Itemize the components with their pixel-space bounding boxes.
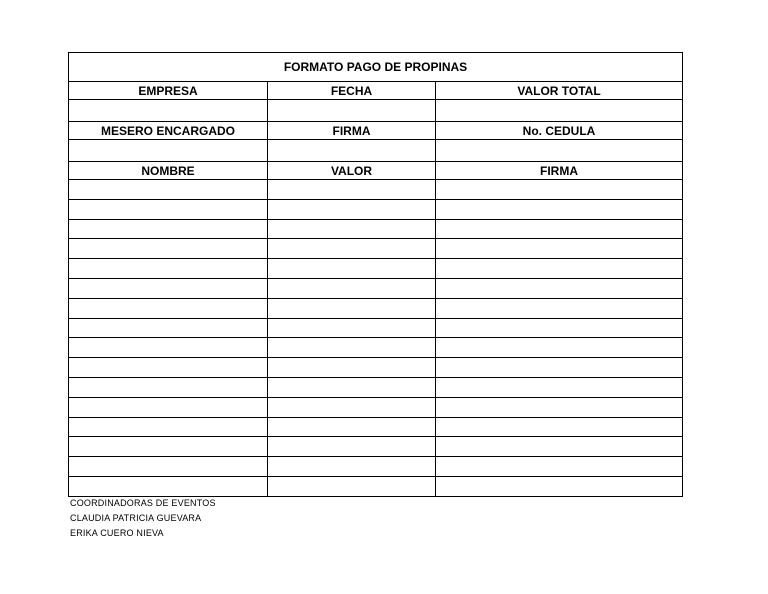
nombre-cell[interactable]: [69, 318, 268, 338]
header-cedula: No. CEDULA: [436, 122, 683, 140]
header-empresa: EMPRESA: [69, 82, 268, 100]
cedula-entry-cell[interactable]: [436, 140, 683, 162]
firma-cell[interactable]: [436, 278, 683, 298]
header-valor-total: VALOR TOTAL: [436, 82, 683, 100]
mesero-entry-cell[interactable]: [69, 140, 268, 162]
valor-cell[interactable]: [268, 239, 436, 259]
waiter-entry-row: [69, 140, 683, 162]
waiter-header-row: [69, 122, 683, 140]
firma-cell[interactable]: [436, 239, 683, 259]
valor-cell[interactable]: [268, 417, 436, 437]
company-entry-row: [69, 100, 683, 122]
firma-cell[interactable]: [436, 397, 683, 417]
header-nombre: NOMBRE: [69, 162, 268, 180]
nombre-cell[interactable]: [69, 417, 268, 437]
footer-role: COORDINADORAS DE EVENTOS: [70, 498, 216, 508]
nombre-cell[interactable]: [69, 239, 268, 259]
nombre-cell[interactable]: [69, 457, 268, 477]
valor-cell[interactable]: [268, 219, 436, 239]
header-fecha: FECHA: [268, 82, 436, 100]
table-row: [69, 239, 683, 259]
header-firma: FIRMA: [436, 162, 683, 180]
form-title: FORMATO PAGO DE PROPINAS: [69, 53, 683, 82]
table-row: [69, 437, 683, 457]
valor-cell[interactable]: [268, 259, 436, 279]
nombre-cell[interactable]: [69, 278, 268, 298]
table-row: [69, 457, 683, 477]
table-row: [69, 278, 683, 298]
valor-cell[interactable]: [268, 377, 436, 397]
valor-cell[interactable]: [268, 278, 436, 298]
valor-cell[interactable]: [268, 457, 436, 477]
header-mesero-encargado: MESERO ENCARGADO: [69, 122, 268, 140]
firma-cell[interactable]: [436, 417, 683, 437]
nombre-cell[interactable]: [69, 377, 268, 397]
table-row: [69, 358, 683, 378]
nombre-cell[interactable]: [69, 180, 268, 200]
table-row: [69, 417, 683, 437]
company-header-row: [69, 82, 683, 100]
firma-cell[interactable]: [436, 199, 683, 219]
valor-cell[interactable]: [268, 199, 436, 219]
firma-cell[interactable]: [436, 318, 683, 338]
valor-cell[interactable]: [268, 318, 436, 338]
table-row: [69, 476, 683, 496]
title-row: [69, 53, 683, 82]
table-row: [69, 338, 683, 358]
valor-cell[interactable]: [268, 298, 436, 318]
nombre-cell[interactable]: [69, 437, 268, 457]
valor-total-entry-cell[interactable]: [436, 100, 683, 122]
footer-name-1: CLAUDIA PATRICIA GUEVARA: [70, 513, 202, 523]
nombre-cell[interactable]: [69, 259, 268, 279]
table-row: [69, 318, 683, 338]
form-table: [68, 52, 683, 497]
valor-cell[interactable]: [268, 358, 436, 378]
valor-cell[interactable]: [268, 180, 436, 200]
table-row: [69, 199, 683, 219]
valor-cell[interactable]: [268, 397, 436, 417]
table-row: [69, 298, 683, 318]
tip-payment-form: [68, 52, 682, 497]
nombre-cell[interactable]: [69, 358, 268, 378]
fecha-entry-cell[interactable]: [268, 100, 436, 122]
table-row: [69, 219, 683, 239]
table-row: [69, 180, 683, 200]
nombre-cell[interactable]: [69, 476, 268, 496]
nombre-cell[interactable]: [69, 199, 268, 219]
firma-cell[interactable]: [436, 358, 683, 378]
footer-signatures: [70, 496, 216, 541]
table-row: [69, 259, 683, 279]
firma-cell[interactable]: [436, 457, 683, 477]
valor-cell[interactable]: [268, 338, 436, 358]
empresa-entry-cell[interactable]: [69, 100, 268, 122]
nombre-cell[interactable]: [69, 298, 268, 318]
table-row: [69, 377, 683, 397]
header-valor: VALOR: [268, 162, 436, 180]
nombre-cell[interactable]: [69, 338, 268, 358]
firma-cell[interactable]: [436, 437, 683, 457]
nombre-cell[interactable]: [69, 397, 268, 417]
valor-cell[interactable]: [268, 437, 436, 457]
firma-cell[interactable]: [436, 476, 683, 496]
firma-cell[interactable]: [436, 259, 683, 279]
firma-cell[interactable]: [436, 298, 683, 318]
valor-cell[interactable]: [268, 476, 436, 496]
firma-cell[interactable]: [436, 338, 683, 358]
nombre-cell[interactable]: [69, 219, 268, 239]
firma-cell[interactable]: [436, 377, 683, 397]
list-header-row: [69, 162, 683, 180]
firma-mesero-entry-cell[interactable]: [268, 140, 436, 162]
firma-cell[interactable]: [436, 219, 683, 239]
header-firma-mesero: FIRMA: [268, 122, 436, 140]
table-row: [69, 397, 683, 417]
firma-cell[interactable]: [436, 180, 683, 200]
footer-name-2: ERIKA CUERO NIEVA: [70, 528, 164, 538]
